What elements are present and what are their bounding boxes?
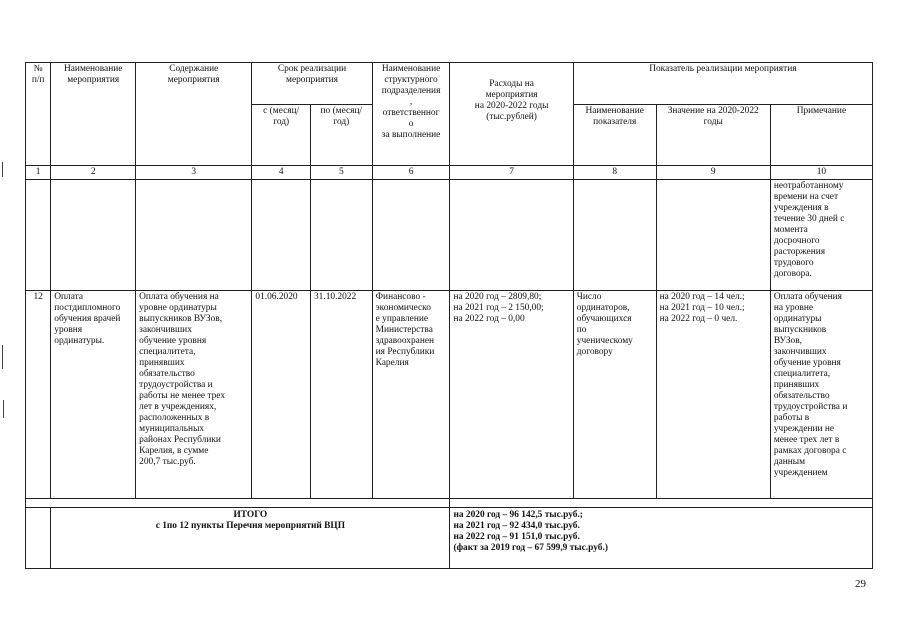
table-row-12 bbox=[26, 291, 873, 499]
column-number: 9 bbox=[656, 166, 770, 180]
activities-table bbox=[25, 62, 873, 569]
scan-mark bbox=[3, 400, 4, 418]
cell-empty bbox=[26, 499, 450, 508]
row-number: 12 bbox=[26, 291, 51, 499]
cell-empty bbox=[252, 180, 311, 291]
cell-empty bbox=[372, 180, 450, 291]
header-note: Примечание bbox=[770, 105, 872, 166]
header-row-1 bbox=[26, 63, 873, 105]
header-period-from: с (месяц/ год) bbox=[252, 105, 311, 166]
responsible-unit: Финансово - экономическо е управление Министерства здравоохранен ия Республики Карелия bbox=[372, 291, 450, 499]
column-number: 2 bbox=[51, 166, 136, 180]
cell-empty bbox=[26, 180, 51, 291]
header-indicator-name: Наименование показателя bbox=[573, 105, 656, 166]
continuation-note: неотработанному времени на счет учреждения в течение 30 дней с момента досрочного расторжения трудового договора. bbox=[770, 180, 872, 291]
total-values: на 2020 год – 96 142,5 тыс.руб.; на 2021 год – 92 434,0 тыс.руб. на 2022 год – 91 151,0 тыс.руб. (факт за 2019 год – 67 599,9 тыс.руб.) bbox=[450, 508, 873, 569]
column-number: 5 bbox=[310, 166, 372, 180]
scan-mark bbox=[2, 345, 3, 369]
cell-empty bbox=[450, 180, 573, 291]
header-expenses: Расходы на мероприятия на 2020-2022 годы (тыс.рублей) bbox=[450, 63, 573, 166]
column-number: 8 bbox=[573, 166, 656, 180]
column-number: 6 bbox=[372, 166, 450, 180]
header-period: Срок реализации мероприятия bbox=[252, 63, 372, 105]
header-content: Содержание мероприятия bbox=[136, 63, 252, 166]
total-title: ИТОГО bbox=[233, 510, 268, 520]
page-number: 29 bbox=[855, 578, 866, 590]
column-number-row bbox=[26, 166, 873, 180]
header-period-to: по (месяц/ год) bbox=[310, 105, 372, 166]
note: Оплата обучения на уровне ординатуры выпускников ВУЗов, закончивших обучение уровня специалитета, принявших обязательство трудоустройства и работы в учреждении не менее трех лет в рамках договора с данным учреждением bbox=[770, 291, 872, 499]
cell-empty bbox=[573, 180, 656, 291]
column-number: 10 bbox=[770, 166, 872, 180]
total-subtitle: с 1по 12 пункты Перечня мероприятий ВЦП bbox=[155, 521, 346, 531]
period-from: 01.06.2020 bbox=[252, 291, 311, 499]
spacer-row bbox=[26, 499, 873, 508]
cell-empty bbox=[450, 499, 873, 508]
activity-name: Оплата постдипломного обучения врачей уровня ординатуры. bbox=[51, 291, 136, 499]
cell-empty bbox=[51, 180, 136, 291]
column-number: 7 bbox=[450, 166, 573, 180]
total-title-cell bbox=[51, 508, 450, 569]
cell-empty bbox=[136, 180, 252, 291]
cell-empty bbox=[656, 180, 770, 291]
column-number: 1 bbox=[26, 166, 51, 180]
cell-empty bbox=[310, 180, 372, 291]
column-number: 3 bbox=[136, 166, 252, 180]
scan-mark bbox=[2, 162, 3, 177]
expenses: на 2020 год – 2809,80; на 2021 год – 2 150,00; на 2022 год – 0,00 bbox=[450, 291, 573, 499]
header-indicator-value: Значение на 2020-2022 годы bbox=[656, 105, 770, 166]
total-row bbox=[26, 508, 873, 569]
continuation-row bbox=[26, 180, 873, 291]
header-indicator: Показатель реализации мероприятия bbox=[573, 63, 872, 105]
header-num: № п/п bbox=[26, 63, 51, 166]
column-number: 4 bbox=[252, 166, 311, 180]
indicator-name: Число ординаторов, обучающихся по ученическому договору bbox=[573, 291, 656, 499]
activity-content: Оплата обучения на уровне ординатуры выпускников ВУЗов, закончивших обучение уровня специалитета, принявших обязательство трудоустройства и работы не менее трех лет в учреждениях, расположенных в муниципальных районах Республики Карелия, в сумме 200,7 тыс.руб. bbox=[136, 291, 252, 499]
indicator-value: на 2020 год – 14 чел.; на 2021 год – 10 чел.; на 2022 год – 0 чел. bbox=[656, 291, 770, 499]
period-to: 31.10.2022 bbox=[310, 291, 372, 499]
header-unit: Наименование структурного подразделения , ответственног о за выполнение bbox=[372, 63, 450, 166]
cell-empty bbox=[26, 508, 51, 569]
header-name: Наименование мероприятия bbox=[51, 63, 136, 166]
